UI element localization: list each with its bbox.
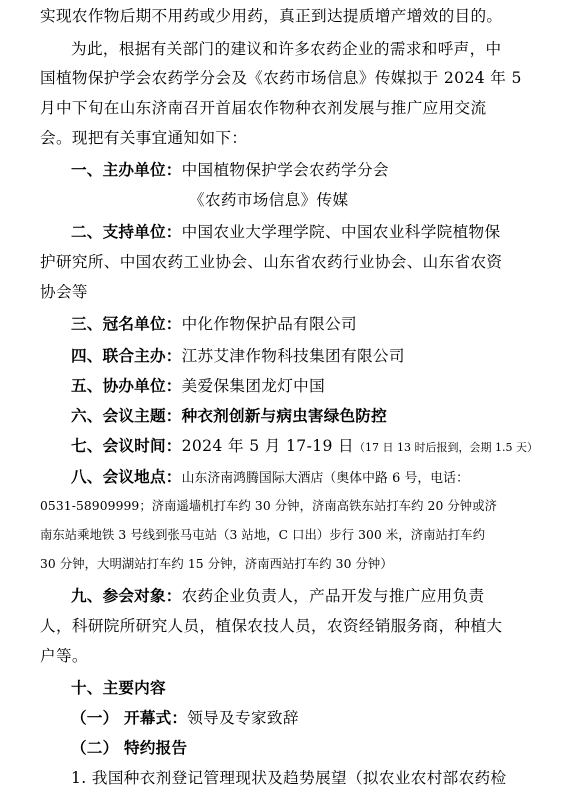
- intro-end-line: 实现农作物后期不用药或少用药，真正到达提质增产增效的目的。: [40, 7, 503, 25]
- section-title-sponsor-label: 三、冠名单位：: [71, 315, 182, 333]
- subsection-special-reports: （二） 特约报告: [71, 739, 188, 757]
- section-venue-value: 山东济南鸿腾国际大酒店（奥体中路 6 号，电话：: [181, 471, 469, 486]
- section-venue: [71, 467, 469, 489]
- subsection-opening: [71, 708, 299, 728]
- section-assistant-label: 五、协办单位：: [71, 377, 182, 395]
- section-venue-line-3: 南东站乘地铁 3 号线到张马屯站（3 站地，C 口出）步行 300 米，济南站打车约: [40, 528, 486, 542]
- section-title-sponsor-value: 中化作物保护品有限公司: [181, 315, 357, 333]
- section-supporters-value-3: 协会等: [40, 283, 88, 301]
- section-theme: [71, 406, 387, 426]
- section-organizer-value-2: 《农药市场信息》传媒: [189, 191, 349, 209]
- section-venue-line-4: 30 分钟，大明湖站打车约 15 分钟，济南西站打车约 30 分钟）: [40, 557, 393, 571]
- section-supporters-value-1: 中国农业大学理学院、中国农业科学院植物保: [181, 223, 501, 241]
- section-attendees: [71, 586, 485, 606]
- purpose-line-2: 国植物保护学会农药学分会及《农药市场信息》传媒拟于 2024 年 5: [40, 69, 522, 87]
- subsection-opening-label: （一） 开幕式：: [71, 709, 188, 727]
- section-supporters-value-2: 护研究所、中国农药工业协会、山东省农药行业协会、山东省农资: [40, 253, 503, 271]
- section-assistant: [71, 376, 325, 396]
- section-organizer: [71, 160, 389, 180]
- section-venue-line-2: 0531-58909999；济南遥墙机打车约 30 分钟，济南高铁东站打车约 20 分钟或济: [40, 499, 497, 513]
- subsection-opening-value: 领导及专家致辞: [187, 709, 299, 727]
- section-attendees-line-3: 户等。: [40, 647, 88, 665]
- section-theme-label: 六、会议主题：: [71, 407, 182, 425]
- section-title-sponsor: [71, 314, 357, 334]
- section-time-value: 2024 年 5 月 17-19 日: [181, 437, 354, 455]
- section-assistant-value: 美爱保集团龙灯中国: [181, 377, 326, 395]
- purpose-line-3: 月中下旬在山东济南召开首届农作物种衣剂发展与推广应用交流: [40, 99, 487, 117]
- section-attendees-label: 九、参会对象：: [71, 587, 182, 605]
- section-time-note: （17 日 13 时后报到，会期 1.5 天）: [354, 441, 538, 454]
- section-co-organizer-label: 四、联合主办：: [71, 347, 182, 365]
- section-time: [71, 436, 538, 458]
- section-supporters-label: 二、支持单位：: [71, 223, 182, 241]
- report-item-1: 1. 我国种衣剂登记管理现状及趋势展望（拟农业农村部农药检: [71, 769, 507, 787]
- section-organizer-label: 一、主办单位：: [71, 161, 182, 179]
- section-time-label: 七、会议时间：: [71, 437, 182, 455]
- section-theme-value: 种衣剂创新与病虫害绿色防控: [181, 407, 387, 425]
- section-attendees-line-2: 人，科研院所研究人员，植保农技人员，农资经销服务商，种植大: [40, 617, 503, 635]
- section-organizer-value: 中国植物保护学会农药学分会: [181, 161, 389, 179]
- section-main-content-heading: 十、主要内容: [71, 679, 166, 697]
- section-venue-label: 八、会议地点：: [71, 468, 182, 486]
- purpose-line-1: 为此，根据有关部门的建议和许多农药企业的需求和呼声，中: [71, 40, 502, 58]
- section-supporters: [71, 222, 500, 242]
- purpose-line-4: 会。现把有关事宜通知如下：: [40, 129, 248, 147]
- section-attendees-value: 农药企业负责人，产品开发与推广应用负责: [181, 587, 485, 605]
- section-co-organizer: [71, 346, 405, 366]
- section-co-organizer-value: 江苏艾津作物科技集团有限公司: [181, 347, 405, 365]
